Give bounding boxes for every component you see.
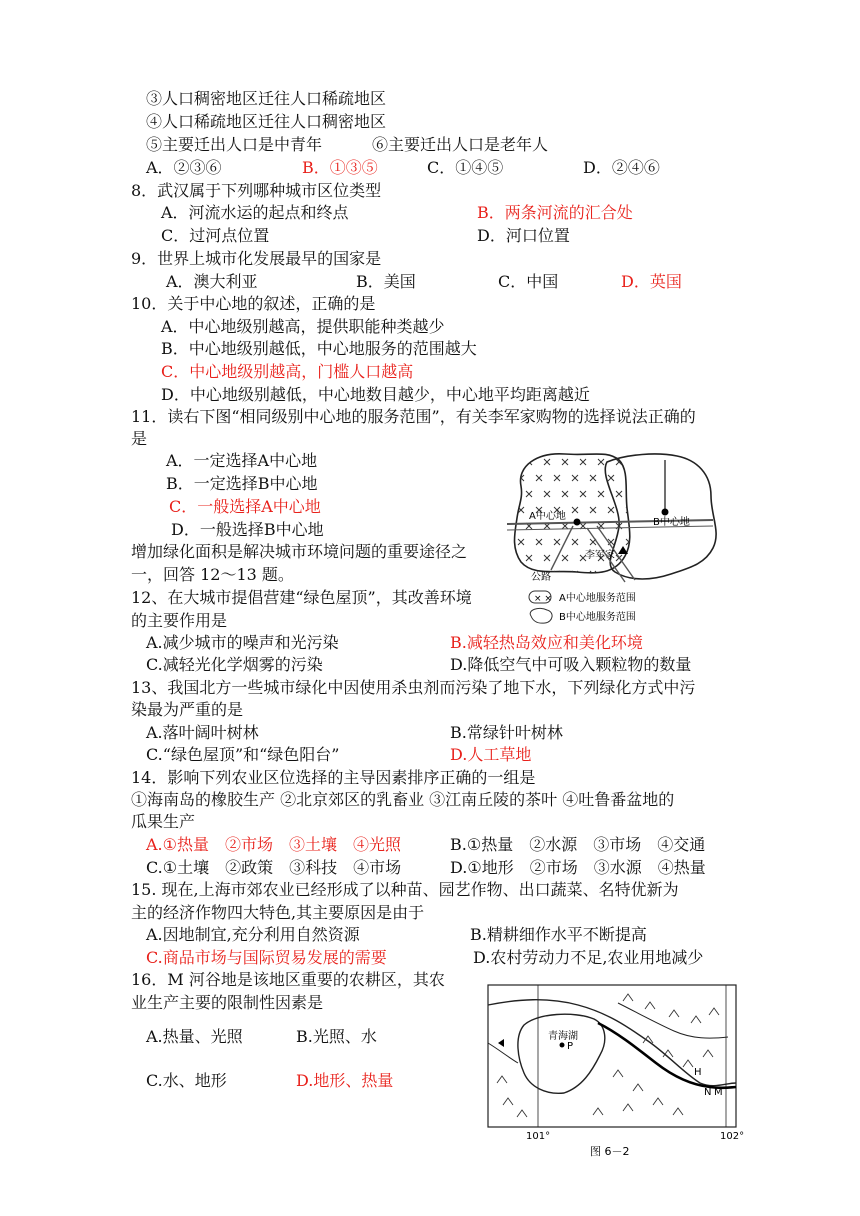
text-line-q10c: C．中心地级别越高，门槛人口越高 (161, 362, 414, 381)
label-n: N (704, 1087, 712, 1098)
text-line-q8c: C．过河点位置 (161, 226, 270, 245)
text-line-q16bb: B.光照、水 (296, 1027, 377, 1046)
text-line-q11od: D．一般选择B中心地 (171, 520, 324, 539)
text-line-q12bb: B.减轻热岛效应和美化环境 (450, 633, 643, 652)
text-line-q10b: B．中心地级别越低，中心地服务的范围越大 (161, 339, 477, 358)
qinghai-map-figure (478, 983, 746, 1159)
text-line-l4d: D．②④⑥ (583, 158, 660, 177)
label-home: 李军家 (585, 550, 615, 561)
text-line-q14cc: C.①土壤 ②政策 ③科技 ④市场 (146, 858, 402, 877)
text-line-intro1: 增加绿化面积是解决城市环境问题的重要途径之 (131, 542, 468, 561)
text-line-q14c: 瓜果生产 (131, 812, 196, 831)
text-line-q15: 15. 现在,上海市郊农业已经形成了以种苗、园艺作物、出口蔬菜、名特优新为 (131, 880, 679, 899)
text-line-q9c: C．中国 (498, 272, 559, 291)
b-center-dot (662, 509, 669, 516)
text-line-q13c: C.“绿色屋顶”和“绿色阳台” (146, 745, 340, 764)
svg-text:× ×: × × (534, 594, 552, 604)
legend-a-text: A中心地服务范围 (559, 593, 636, 604)
label-road: 公路 (531, 572, 551, 583)
text-line-q8: 8．武汉属于下列哪种城市区位类型 (131, 181, 382, 200)
text-line-q16d: D.地形、热量 (296, 1071, 394, 1090)
legend-b-text: B中心地服务范围 (559, 612, 636, 623)
text-line-q11oc: C．一般选择A中心地 (169, 497, 321, 516)
text-line-q14a: A.①热量 ②市场 ③土壤 ④光照 (146, 835, 401, 854)
text-line-q13bb: B.常绿针叶树林 (450, 723, 563, 742)
label-a-center: A中心地 (529, 511, 566, 522)
text-line-q13d: D.人工草地 (450, 745, 532, 764)
text-line-q9a: A．澳大利亚 (166, 272, 258, 291)
text-line-q10: 10．关于中心地的叙述，正确的是 (131, 294, 376, 313)
lon-right: 102° (720, 1131, 745, 1142)
legend-b-symbol (530, 608, 552, 623)
label-m: M (714, 1087, 723, 1098)
text-line-q15bb: B.精耕细作水平不断提高 (470, 925, 647, 944)
text-line-q14: 14．影响下列农业区位选择的主导因素排序正确的一组是 (131, 768, 536, 787)
text-line-q15c: C.商品市场与国际贸易发展的需要 (146, 948, 387, 967)
text-line-q14d: D.①地形 ②市场 ③水源 ④热量 (450, 858, 706, 877)
text-line-q13: 13、我国北方一些城市绿化中因使用杀虫剂而污染了地下水，下列绿化方式中污 (131, 678, 696, 697)
text-line-q10d: D．中心地级别越低，中心地数目越少，中心地平均距离越近 (161, 385, 590, 404)
qinghai-map (478, 983, 746, 1159)
text-line-q11b: 是 (131, 429, 148, 448)
text-line-q12: 12、在大城市提倡营建“绿色屋顶”，其改善环境 (131, 588, 472, 607)
text-line-q8b: B．两条河流的汇合处 (477, 203, 633, 222)
text-line-q11oa: A．一定选择A中心地 (166, 451, 318, 470)
text-line-l2: ④人口稀疏地区迁往人口稠密地区 (146, 112, 387, 131)
text-line-q10a: A．中心地级别越高，提供职能种类越少 (161, 317, 445, 336)
text-line-q16: 16．M 河谷地是该地区重要的农耕区，其农 (131, 970, 445, 989)
text-line-q15a: A.因地制宜,充分利用自然资源 (146, 925, 360, 944)
central-place-map (507, 446, 732, 638)
text-line-l4c: C．①④⑤ (427, 158, 504, 177)
text-line-q12b: 的主要作用是 (131, 611, 228, 630)
text-line-q14bb: B.①热量 ②水源 ③市场 ④交通 (450, 835, 706, 854)
text-line-q13a: A.落叶阔叶树林 (146, 723, 259, 742)
text-line-l4b: B．①③⑤ (302, 158, 378, 177)
text-line-q12a: A.减少城市的噪声和光污染 (146, 633, 339, 652)
text-line-l4a: A．②③⑥ (146, 158, 222, 177)
a-center-dot (574, 519, 581, 526)
home-marker (618, 546, 628, 554)
text-line-q15b: 主的经济作物四大特色,其主要原因是由于 (131, 903, 425, 922)
label-b-center: B中心地 (653, 517, 690, 528)
text-line-q12c: C.减轻光化学烟雾的污染 (146, 655, 323, 674)
text-line-l3b: ⑥主要迁出人口是老年人 (372, 135, 549, 154)
point-p-label: P (567, 1041, 574, 1052)
text-line-q8d: D．河口位置 (477, 226, 570, 245)
text-line-q8a: A．河流水运的起点和终点 (161, 203, 349, 222)
label-h: H (694, 1067, 702, 1078)
text-line-q16a: A.热量、光照 (146, 1027, 243, 1046)
point-p-dot (560, 1043, 565, 1048)
road-diagonal (551, 526, 573, 570)
text-line-q9d: D．英国 (621, 272, 682, 291)
text-line-q11ob: B．一定选择B中心地 (166, 474, 318, 493)
central-place-figure (507, 446, 732, 638)
text-line-q16c: C.水、地形 (146, 1071, 227, 1090)
text-line-q9: 9．世界上城市化发展最早的国家是 (131, 249, 382, 268)
text-line-q15d: D.农村劳动力不足,农业用地减少 (473, 948, 704, 967)
text-line-q12d: D.降低空气中可吸入颗粒物的数量 (450, 655, 692, 674)
text-line-q9b: B．美国 (356, 272, 416, 291)
text-line-l3: ⑤主要迁出人口是中青年 (146, 135, 323, 154)
text-line-l1: ③人口稠密地区迁往人口稀疏地区 (146, 89, 387, 108)
text-line-q13b: 染最为严重的是 (131, 700, 244, 719)
lake-label: 青海湖 (548, 1031, 578, 1042)
lon-left: 101° (526, 1131, 551, 1142)
text-line-q11: 11．读右下图“相同级别中心地的服务范围”，有关李军家购物的选择说法正确的 (131, 407, 696, 426)
text-line-intro2: 一，回答 12～13 题。 (131, 565, 294, 584)
map-frame (488, 985, 736, 1127)
text-line-q14b: ①海南岛的橡胶生产 ②北京郊区的乳畜业 ③江南丘陵的茶叶 ④吐鲁番盆地的 (131, 790, 675, 809)
figure-caption: 图 6－2 (590, 1145, 630, 1158)
text-line-q16b: 业生产主要的限制性因素是 (131, 993, 324, 1012)
